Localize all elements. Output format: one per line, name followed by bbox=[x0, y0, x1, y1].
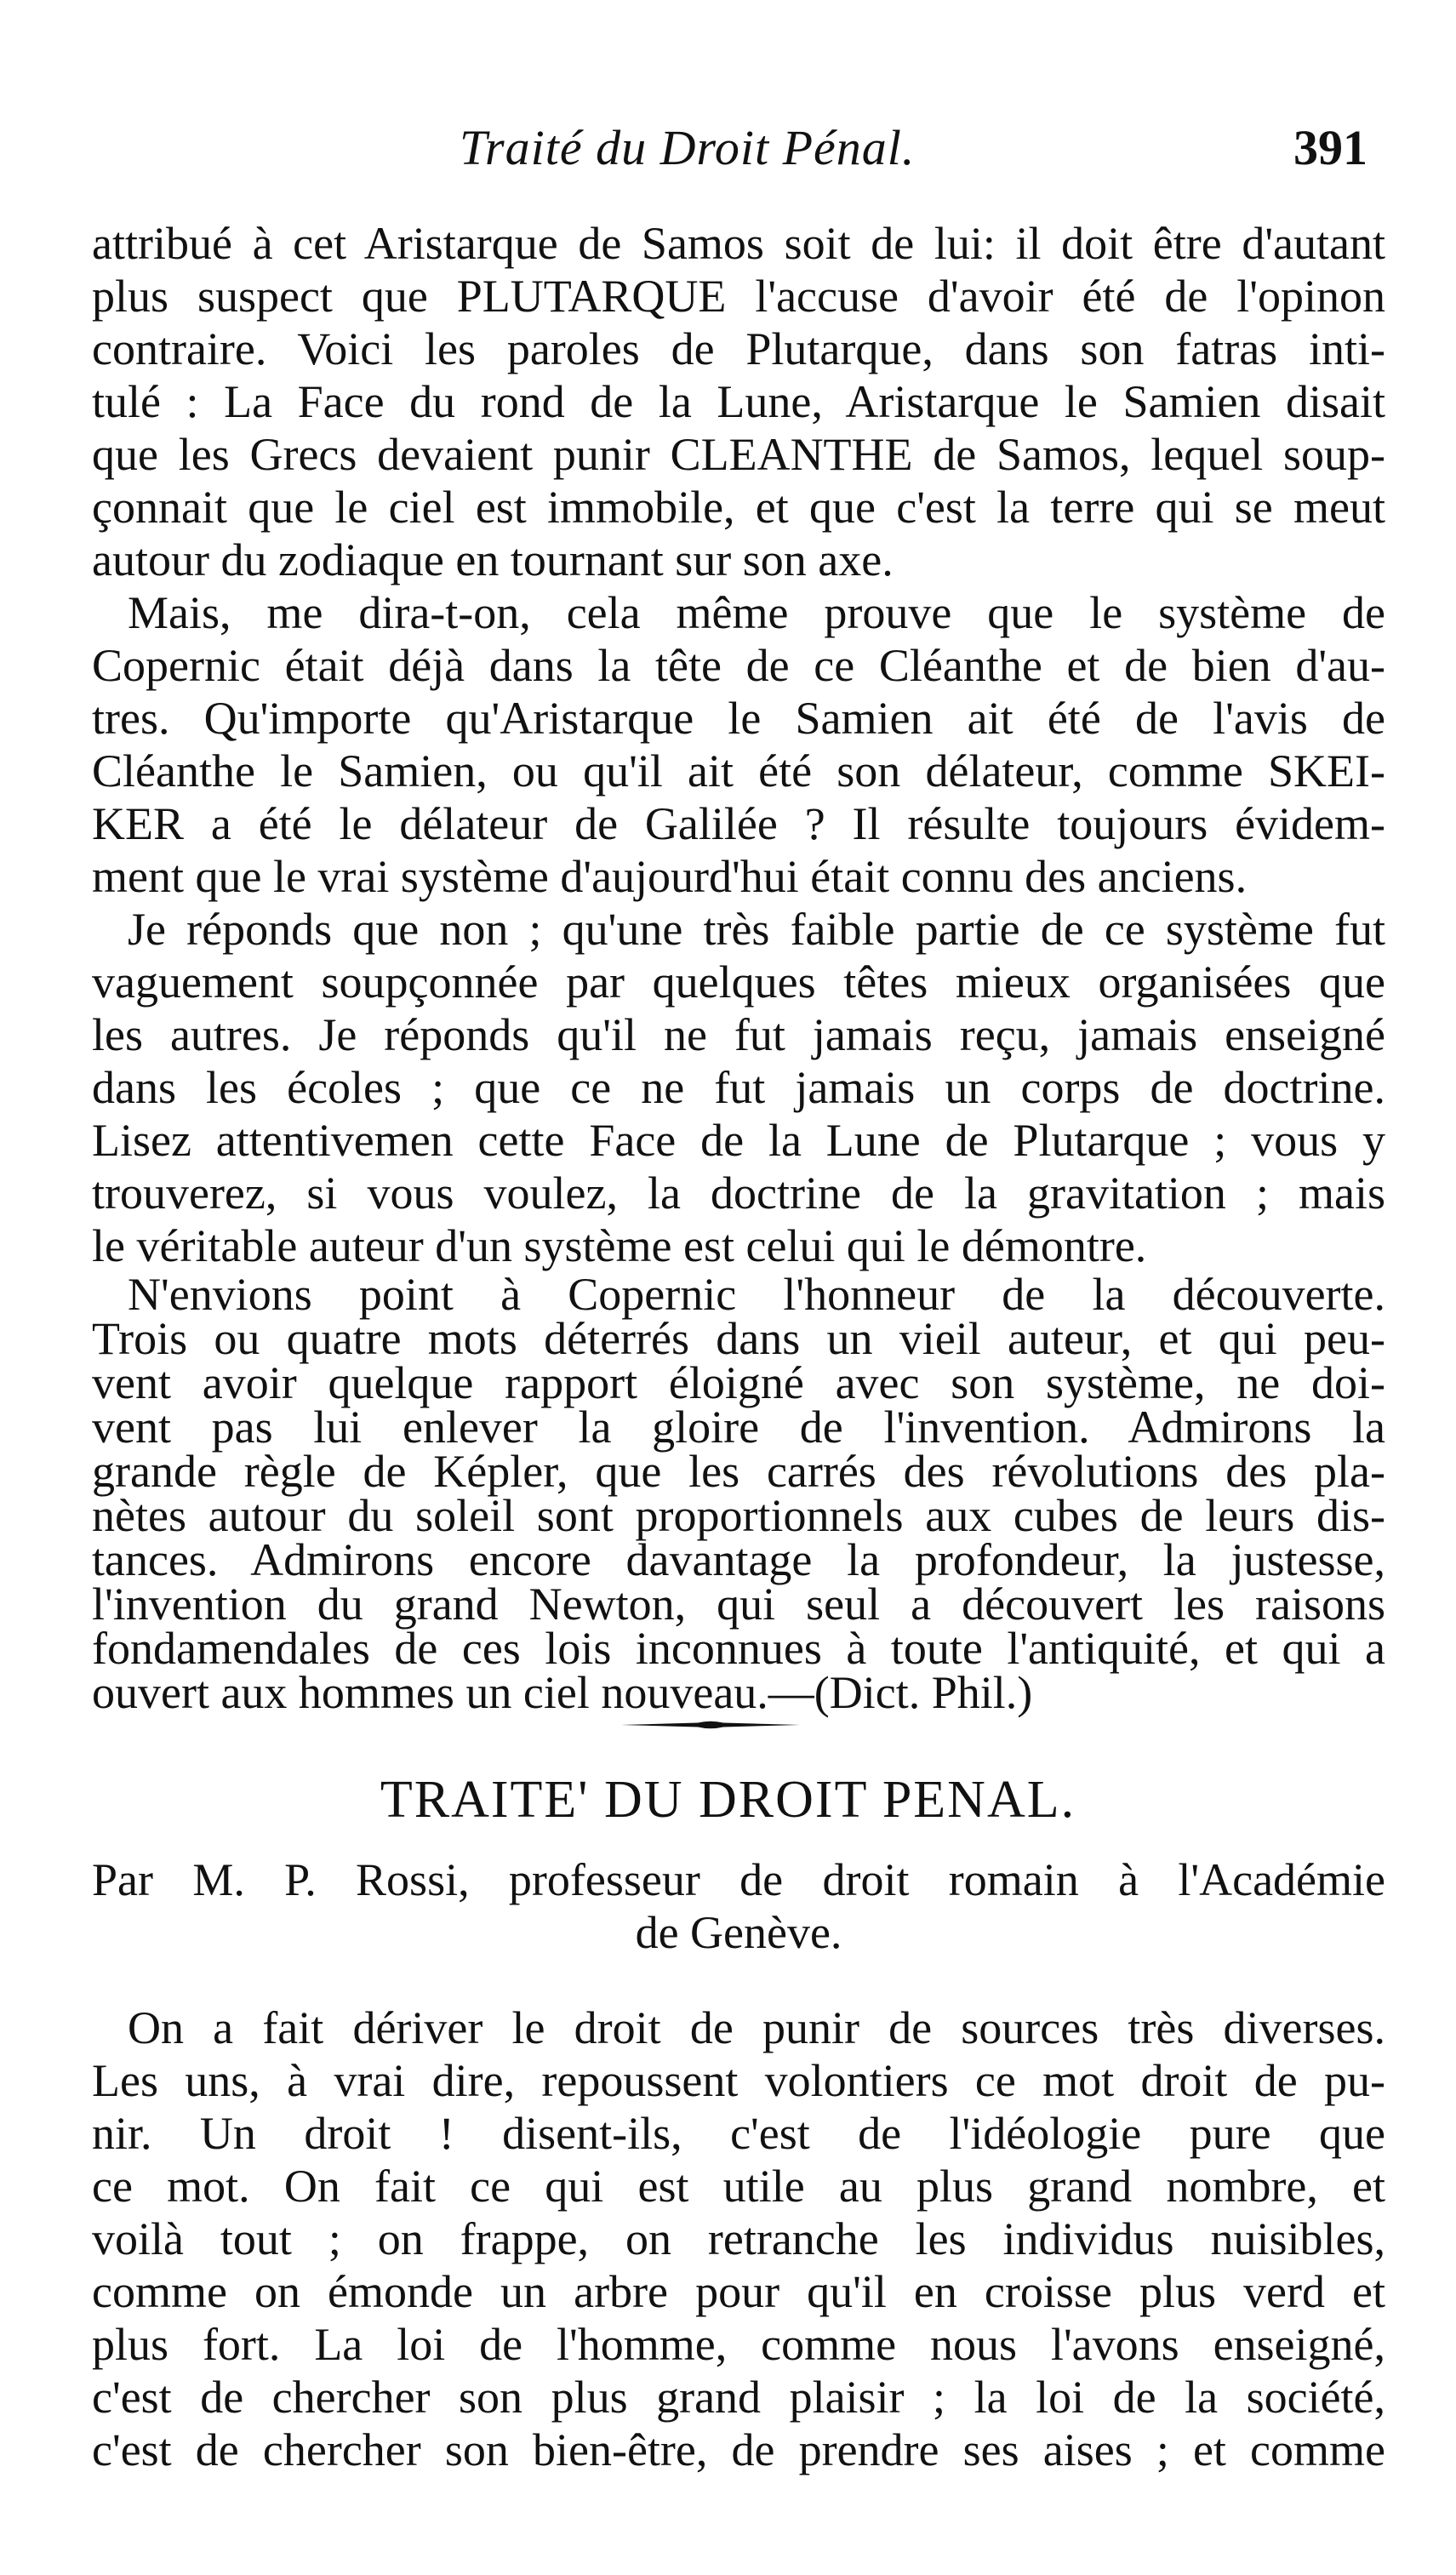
divider-ornament-icon bbox=[621, 1720, 800, 1730]
text-line: plus suspect que PLUTARQUE l'accuse d'avoir été de l'opinon bbox=[92, 271, 1385, 322]
text-line: On a fait dériver le droit de punir de sources très diverses. bbox=[128, 2002, 1385, 2053]
text-line: nir. Un droit ! disent-ils, c'est de l'idéologie pure que bbox=[92, 2108, 1385, 2159]
text-line: Lisez attentivemen cette Face de la Lune de Plutarque ; vous y bbox=[92, 1115, 1385, 1166]
byline-author: Par M. P. Rossi, professeur de droit romain à l'Académie bbox=[92, 1854, 1385, 1905]
text-line: ce mot. On fait ce qui est utile au plus grand nombre, et bbox=[92, 2161, 1385, 2212]
text-line: grande règle de Képler, que les carrés des révolutions des pla- bbox=[92, 1446, 1385, 1497]
text-line: attribué à cet Aristarque de Samos soit de lui: il doit être d'autant bbox=[92, 218, 1385, 269]
text-line: que les Grecs devaient punir CLEANTHE de Samos, lequel soup- bbox=[92, 429, 1385, 480]
section-title: TRAITE' DU DROIT PENAL. bbox=[380, 1771, 1076, 1829]
text-line: Trois ou quatre mots déterrés dans un vieil auteur, et qui peu- bbox=[92, 1313, 1385, 1364]
text-line: tances. Admirons encore davantage la profondeur, la justesse, bbox=[92, 1534, 1385, 1585]
text-line: ment que le vrai système d'aujourd'hui était connu des anciens. bbox=[92, 851, 1248, 902]
text-line: KER a été le délateur de Galilée ? Il résulte toujours évidem- bbox=[92, 798, 1385, 849]
text-line: Les uns, à vrai dire, repoussent volontiers ce mot droit de pu- bbox=[92, 2055, 1385, 2106]
text-line: Cléanthe le Samien, ou qu'il ait été son délateur, comme SKEI- bbox=[92, 745, 1385, 796]
text-line: les autres. Je réponds qu'il ne fut jamais reçu, jamais enseigné bbox=[92, 1009, 1385, 1060]
text-line: trouverez, si vous voulez, la doctrine de la gravitation ; mais bbox=[92, 1168, 1385, 1219]
text-line: fondamendales de ces lois inconnues à toute l'antiquité, et qui a bbox=[92, 1623, 1385, 1674]
text-line: Copernic était déjà dans la tête de ce Cléanthe et de bien d'au- bbox=[92, 640, 1385, 691]
text-line: dans les écoles ; que ce ne fut jamais un corps de doctrine. bbox=[92, 1062, 1385, 1113]
text-line: nètes autour du soleil sont proportionnels aux cubes de leurs dis- bbox=[92, 1490, 1385, 1541]
text-line: plus fort. La loi de l'homme, comme nous l'avons enseigné, bbox=[92, 2319, 1385, 2370]
text-line: c'est de chercher son plus grand plaisir ; la loi de la société, bbox=[92, 2372, 1385, 2423]
byline-place: de Genève. bbox=[635, 1907, 842, 1958]
text-line: tres. Qu'importe qu'Aristarque le Samien ait été de l'avis de bbox=[92, 693, 1385, 744]
text-line: le véritable auteur d'un système est celui qui le démontre. bbox=[92, 1220, 1147, 1271]
page-header bbox=[0, 119, 1456, 187]
text-line: c'est de chercher son bien-être, de prendre ses aises ; et comme bbox=[92, 2424, 1385, 2475]
text-line: comme on émonde un arbre pour qu'il en croisse plus verd et bbox=[92, 2266, 1385, 2317]
text-line: vent avoir quelque rapport éloigné avec son système, ne doi- bbox=[92, 1357, 1385, 1408]
text-line: autour du zodiaque en tournant sur son axe. bbox=[92, 534, 894, 585]
text-line: N'envions point à Copernic l'honneur de la découverte. bbox=[128, 1269, 1385, 1320]
text-line: çonnait que le ciel est immobile, et que c'est la terre qui se meut bbox=[92, 482, 1385, 533]
text-line: voilà tout ; on frappe, on retranche les individus nuisibles, bbox=[92, 2213, 1385, 2264]
text-line: tulé : La Face du rond de la Lune, Aristarque le Samien disait bbox=[92, 376, 1385, 427]
page-number: 391 bbox=[1293, 120, 1367, 175]
text-line: Mais, me dira-t-on, cela même prouve que le système de bbox=[128, 587, 1385, 638]
text-line: l'invention du grand Newton, qui seul a découvert les raisons bbox=[92, 1579, 1385, 1630]
text-line: vaguement soupçonnée par quelques têtes mieux organisées que bbox=[92, 956, 1385, 1008]
text-line: vent pas lui enlever la gloire de l'invention. Admirons la bbox=[92, 1402, 1385, 1453]
section-divider bbox=[621, 1717, 800, 1727]
text-line: ouvert aux hommes un ciel nouveau.—(Dict. Phil.) bbox=[92, 1667, 1033, 1718]
text-line: Je réponds que non ; qu'une très faible partie de ce système fut bbox=[128, 904, 1385, 955]
running-title: Traité du Droit Pénal. bbox=[460, 120, 916, 175]
text-line: contraire. Voici les paroles de Plutarque, dans son fatras inti- bbox=[92, 323, 1385, 374]
